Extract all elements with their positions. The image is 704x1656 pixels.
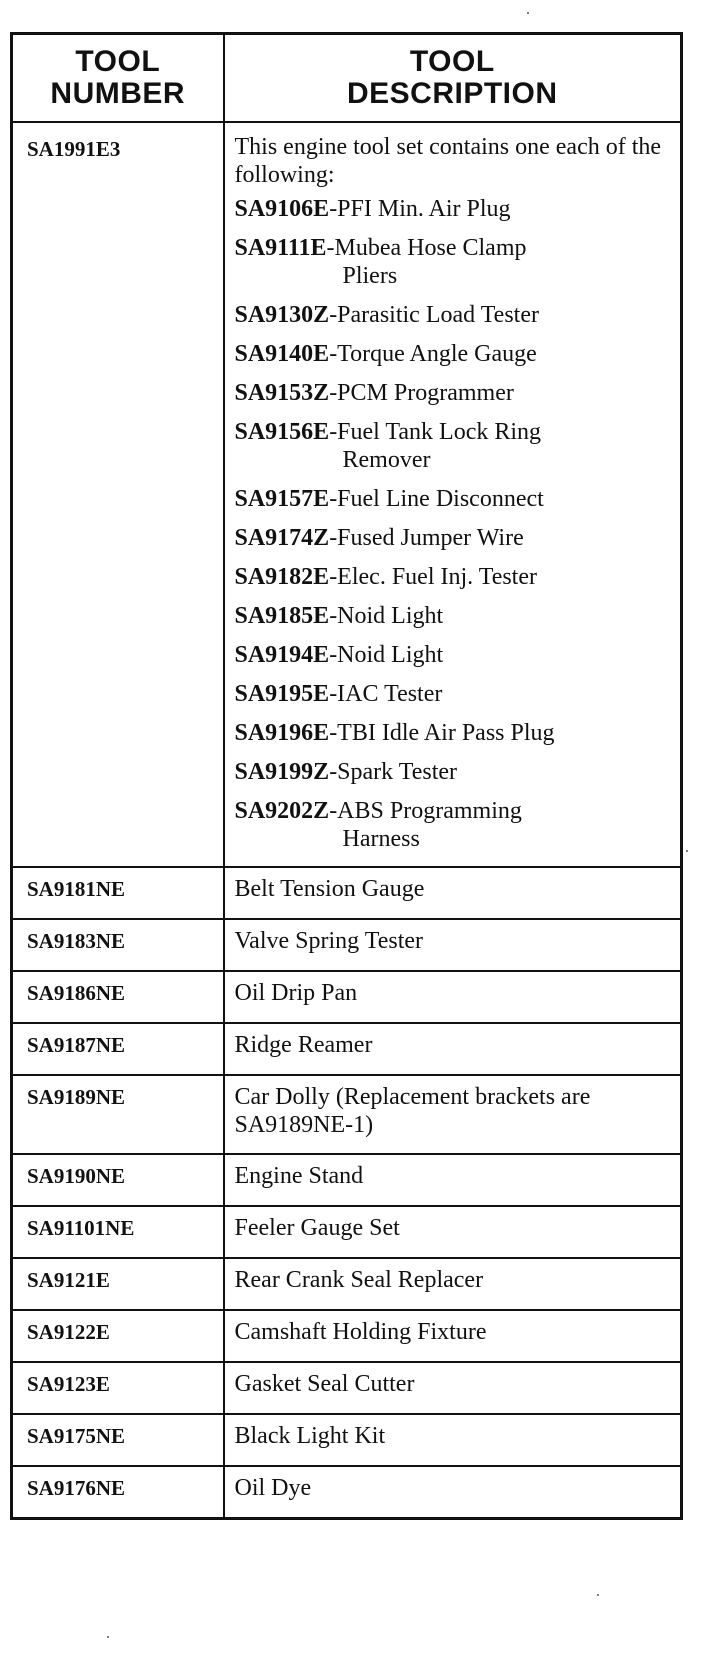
tool-description-cell: Car Dolly (Replacement brackets are SA9189NE-1) xyxy=(224,1075,682,1154)
kit-item-text: -Fused Jumper Wire xyxy=(329,525,524,551)
table-row xyxy=(12,971,682,1023)
kit-item-text: -Fuel Tank Lock Ring xyxy=(329,419,542,445)
kit-item-text: -Elec. Fuel Inj. Tester xyxy=(329,564,537,590)
kit-intro: This engine tool set contains one each of the following: xyxy=(234,134,662,188)
table-row xyxy=(12,1414,682,1466)
kit-item-text: -Noid Light xyxy=(329,642,444,668)
tool-description-header xyxy=(224,34,682,123)
tool-description-cell: Rear Crank Seal Replacer xyxy=(224,1258,682,1310)
kit-item-code: SA9185E xyxy=(234,603,330,629)
scan-speck xyxy=(686,850,688,852)
kit-item-code: SA9195E xyxy=(234,681,330,707)
tool-number-cell: SA9189NE xyxy=(12,1075,224,1154)
kit-item-code: SA9199Z xyxy=(234,759,330,785)
tool-description-cell: Feeler Gauge Set xyxy=(224,1206,682,1258)
table-row xyxy=(12,1310,682,1362)
kit-item-text: -ABS Programming xyxy=(329,798,522,824)
kit-item xyxy=(235,379,675,407)
kit-item-continuation: Remover xyxy=(342,447,431,473)
kit-item-code: SA9194E xyxy=(234,642,330,668)
kit-item-text: -Fuel Line Disconnect xyxy=(329,486,544,512)
kit-item-list xyxy=(235,195,675,853)
kit-item xyxy=(235,340,675,368)
kit-item-code: SA9153Z xyxy=(234,380,330,406)
tool-number-cell: SA9186NE xyxy=(12,971,224,1023)
kit-item-continuation: Pliers xyxy=(342,263,398,289)
kit-item-code: SA9106E xyxy=(234,196,330,222)
table-row xyxy=(12,1258,682,1310)
header-text: TOOL xyxy=(75,45,161,78)
tool-description-cell: Black Light Kit xyxy=(224,1414,682,1466)
tool-number-cell: SA9181NE xyxy=(12,867,224,919)
kit-item-code: SA9156E xyxy=(234,419,330,445)
kit-item-code: SA9196E xyxy=(234,720,330,746)
kit-item xyxy=(235,602,675,630)
tool-number-cell: SA9123E xyxy=(12,1362,224,1414)
tool-number-cell: SA9122E xyxy=(12,1310,224,1362)
kit-item xyxy=(235,719,675,747)
kit-item-text: -Torque Angle Gauge xyxy=(329,341,537,367)
kit-item-code: SA9130Z xyxy=(234,302,330,328)
kit-row xyxy=(12,122,682,867)
tool-number-cell: SA9121E xyxy=(12,1258,224,1310)
kit-item xyxy=(235,524,675,552)
kit-item xyxy=(235,758,675,786)
tool-number-cell: SA9175NE xyxy=(12,1414,224,1466)
kit-item-code: SA9111E xyxy=(234,235,327,261)
scan-speck xyxy=(597,1594,599,1596)
kit-item-code: SA9182E xyxy=(234,564,330,590)
tool-description-cell: Valve Spring Tester xyxy=(224,919,682,971)
tool-description-cell: Camshaft Holding Fixture xyxy=(224,1310,682,1362)
tool-description-cell: Belt Tension Gauge xyxy=(224,867,682,919)
tool-description-cell: Oil Drip Pan xyxy=(224,971,682,1023)
kit-item xyxy=(235,301,675,329)
kit-description xyxy=(224,122,682,867)
kit-item-code: SA9157E xyxy=(234,486,330,512)
kit-item xyxy=(235,418,675,474)
kit-item xyxy=(235,563,675,591)
kit-item-code: SA9140E xyxy=(234,341,330,367)
kit-item xyxy=(235,641,675,669)
tool-table xyxy=(10,32,683,1520)
table-row xyxy=(12,1206,682,1258)
kit-item-text: -TBI Idle Air Pass Plug xyxy=(329,720,555,746)
kit-item-code: SA9174Z xyxy=(234,525,330,551)
tool-number-cell: SA9187NE xyxy=(12,1023,224,1075)
kit-item xyxy=(235,797,675,853)
tool-number-cell: SA91101NE xyxy=(12,1206,224,1258)
kit-item xyxy=(235,234,675,290)
kit-item-text: -PFI Min. Air Plug xyxy=(329,196,511,222)
table-row xyxy=(12,1154,682,1206)
table-row xyxy=(12,1023,682,1075)
kit-item-text: -PCM Programmer xyxy=(329,380,514,406)
tool-description-cell: Engine Stand xyxy=(224,1154,682,1206)
header-text: DESCRIPTION xyxy=(346,77,558,110)
table-row xyxy=(12,867,682,919)
tool-number-header xyxy=(12,34,224,123)
kit-item-continuation: Harness xyxy=(342,826,420,852)
kit-item xyxy=(235,680,675,708)
table-row xyxy=(12,1362,682,1414)
kit-item-text: -Noid Light xyxy=(329,603,444,629)
scan-speck xyxy=(527,12,529,14)
header-text: TOOL xyxy=(409,45,495,78)
tool-description-cell: Gasket Seal Cutter xyxy=(224,1362,682,1414)
kit-item-text: -Mubea Hose Clamp xyxy=(326,235,527,261)
tool-number-cell: SA9190NE xyxy=(12,1154,224,1206)
kit-item-text: -Spark Tester xyxy=(329,759,458,785)
scan-speck xyxy=(107,1636,109,1638)
kit-item-code: SA9202Z xyxy=(234,798,330,824)
table-row xyxy=(12,1075,682,1154)
table-row xyxy=(12,1466,682,1519)
kit-item xyxy=(235,485,675,513)
kit-item-text: -Parasitic Load Tester xyxy=(329,302,539,328)
header-text: NUMBER xyxy=(50,77,186,110)
tool-description-cell: Ridge Reamer xyxy=(224,1023,682,1075)
tool-number-cell: SA9176NE xyxy=(12,1466,224,1519)
table-row xyxy=(12,919,682,971)
kit-tool-number: SA1991E3 xyxy=(12,122,224,867)
kit-item xyxy=(235,195,675,223)
table-header-row xyxy=(12,34,682,123)
kit-item-text: -IAC Tester xyxy=(329,681,443,707)
tool-description-cell: Oil Dye xyxy=(224,1466,682,1519)
tool-number-cell: SA9183NE xyxy=(12,919,224,971)
